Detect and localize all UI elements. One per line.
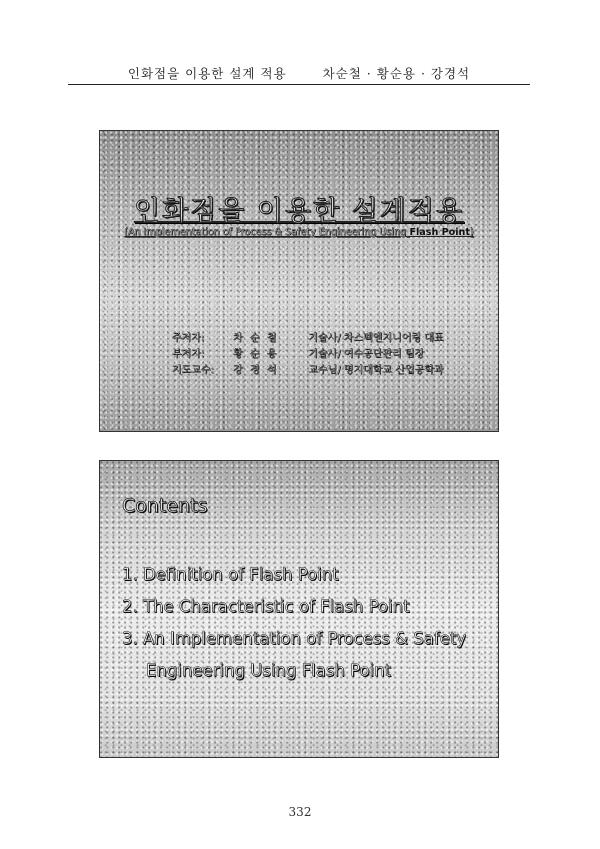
subtitle-end: ) (469, 227, 474, 238)
header-rule (68, 84, 530, 85)
header-authors: 차순철 · 황순용 · 강경석 (322, 66, 471, 81)
credit-detail: 교수님/ 명지대학교 산업공학과 (308, 365, 444, 376)
slide-title: 인화점을 이용한 설계적용 (133, 196, 465, 227)
credit-role: 주저자: (172, 333, 205, 344)
title-slide (99, 130, 499, 432)
subtitle-bold: Flash Point (409, 227, 470, 238)
subtitle-text: (An Implementation of Process & Safety Engineering Using (124, 227, 410, 238)
credit-detail: 기술사/ 여수공단관리 팀장 (308, 349, 425, 360)
slide-subtitle (100, 227, 498, 238)
contents-item: 1. Definition of Flash Point (122, 565, 339, 584)
contents-slide (99, 460, 499, 758)
credit-name: 강 경 석 (233, 365, 279, 376)
page-number: 332 (288, 805, 312, 819)
credit-role: 지도교수: (172, 365, 215, 376)
credits (172, 331, 444, 379)
credit-row (172, 363, 444, 379)
credit-role: 부저자: (172, 349, 205, 360)
contents-item: 2. The Characteristic of Flash Point (122, 597, 410, 616)
contents-title: Contents (122, 495, 208, 517)
contents-item-continuation: Engineering Using Flash Point (146, 661, 392, 680)
credit-detail: 기술사/ 차스텍엔지니어링 대표 (308, 333, 444, 344)
credit-row (172, 331, 444, 347)
credit-name: 차 순 철 (233, 333, 279, 344)
credit-name: 황 순 용 (233, 349, 279, 360)
credit-row (172, 347, 444, 363)
contents-list (122, 559, 466, 687)
header-title: 인화점을 이용한 설계 적용 (127, 66, 287, 81)
running-header (68, 64, 530, 82)
contents-item (122, 623, 466, 687)
contents-item-text: 3. An Implementation of Process & Safety (122, 629, 467, 648)
